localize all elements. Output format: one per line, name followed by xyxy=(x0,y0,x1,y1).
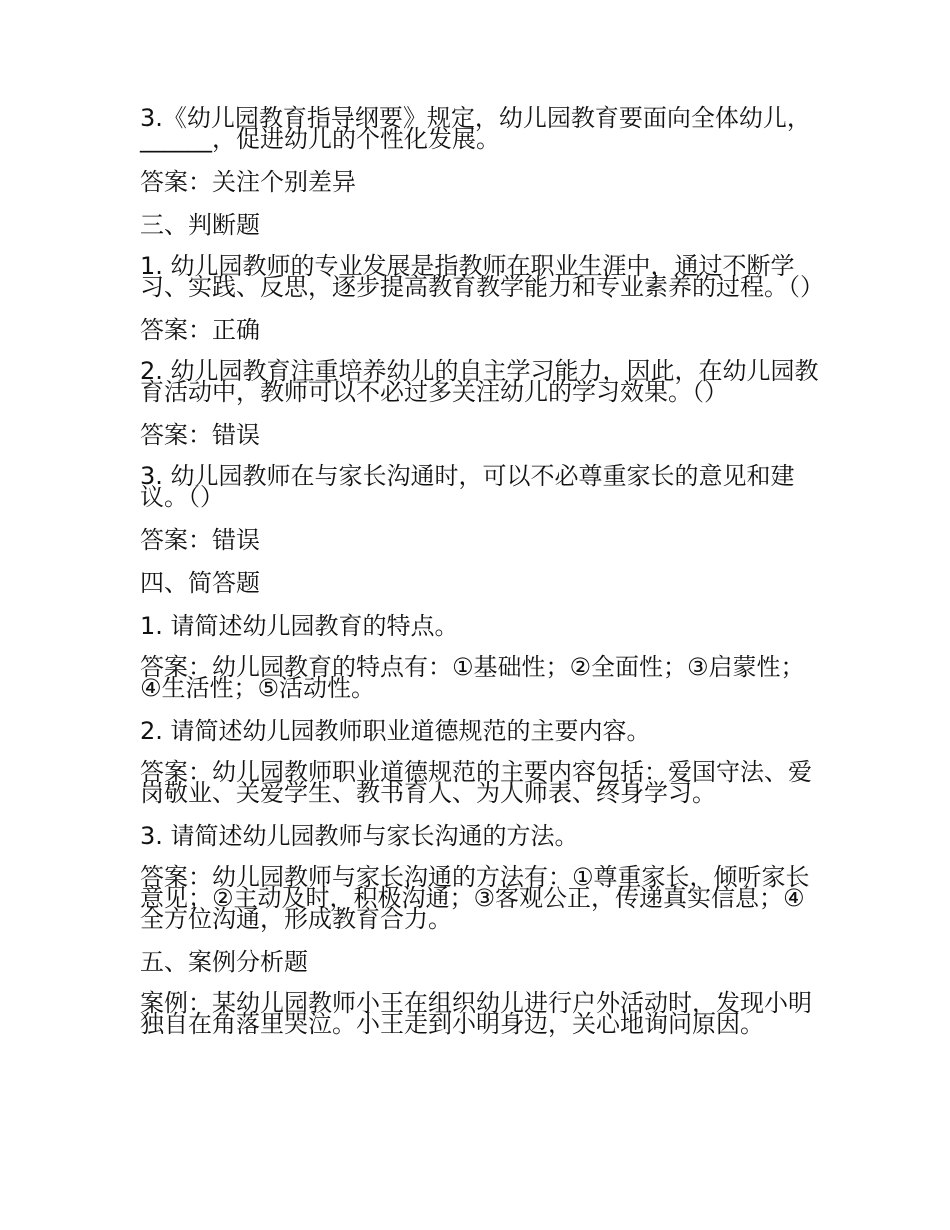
question-3-fill-blank: 3.《幼儿园教育指导纲要》规定，幼儿园教育要面向全体幼儿，______，促进幼儿的个性化发展。 xyxy=(140,104,811,153)
answer-true-false-3: 答案：错误 xyxy=(140,526,260,554)
question-short-answer-3: 3. 请简述幼儿园教师与家长沟通的方法。 xyxy=(140,822,579,850)
question-true-false-1: 1. 幼儿园教师的专业发展是指教师在职业生涯中，通过不断学习、实践、反思，逐步提高教育教学能力和专业素养的过程。（） xyxy=(140,252,824,301)
section-heading-short-answer: 四、简答题 xyxy=(140,569,260,597)
section-heading-case-analysis: 五、案例分析题 xyxy=(140,948,308,976)
document-page xyxy=(140,104,824,1055)
question-true-false-3: 3. 幼儿园教师在与家长沟通时，可以不必尊重家长的意见和建议。（） xyxy=(140,462,795,511)
question-true-false-2: 2. 幼儿园教育注重培养幼儿的自主学习能力，因此，在幼儿园教育活动中，教师可以不必过多关注幼儿的学习效果。（） xyxy=(140,357,819,406)
question-short-answer-2: 2. 请简述幼儿园教师职业道德规范的主要内容。 xyxy=(140,717,651,745)
answer-short-answer-3: 答案：幼儿园教师与家长沟通的方法有：①尊重家长，倾听家长意见；②主动及时，积极沟通；③客观公正，传递真实信息；④全方位沟通，形成教育合力。 xyxy=(140,863,810,933)
answer-fill-blank-3: 答案：关注个别差异 xyxy=(140,168,356,196)
answer-short-answer-2: 答案：幼儿园教师职业道德规范的主要内容包括：爱国守法、爱岗敬业、关爱学生、教书育人、为人师表、终身学习。 xyxy=(140,758,812,807)
question-short-answer-1: 1. 请简述幼儿园教育的特点。 xyxy=(140,612,459,640)
case-description: 案例：某幼儿园教师小王在组织幼儿进行户外活动时，发现小明独自在角落里哭泣。小王走到小明身边，关心地询问原因。 xyxy=(140,989,812,1038)
answer-short-answer-1: 答案：幼儿园教育的特点有：①基础性；②全面性；③启蒙性；④生活性；⑤活动性。 xyxy=(140,653,805,702)
answer-true-false-2: 答案：错误 xyxy=(140,421,260,449)
section-heading-true-false: 三、判断题 xyxy=(140,211,260,239)
answer-true-false-1: 答案：正确 xyxy=(140,316,260,344)
